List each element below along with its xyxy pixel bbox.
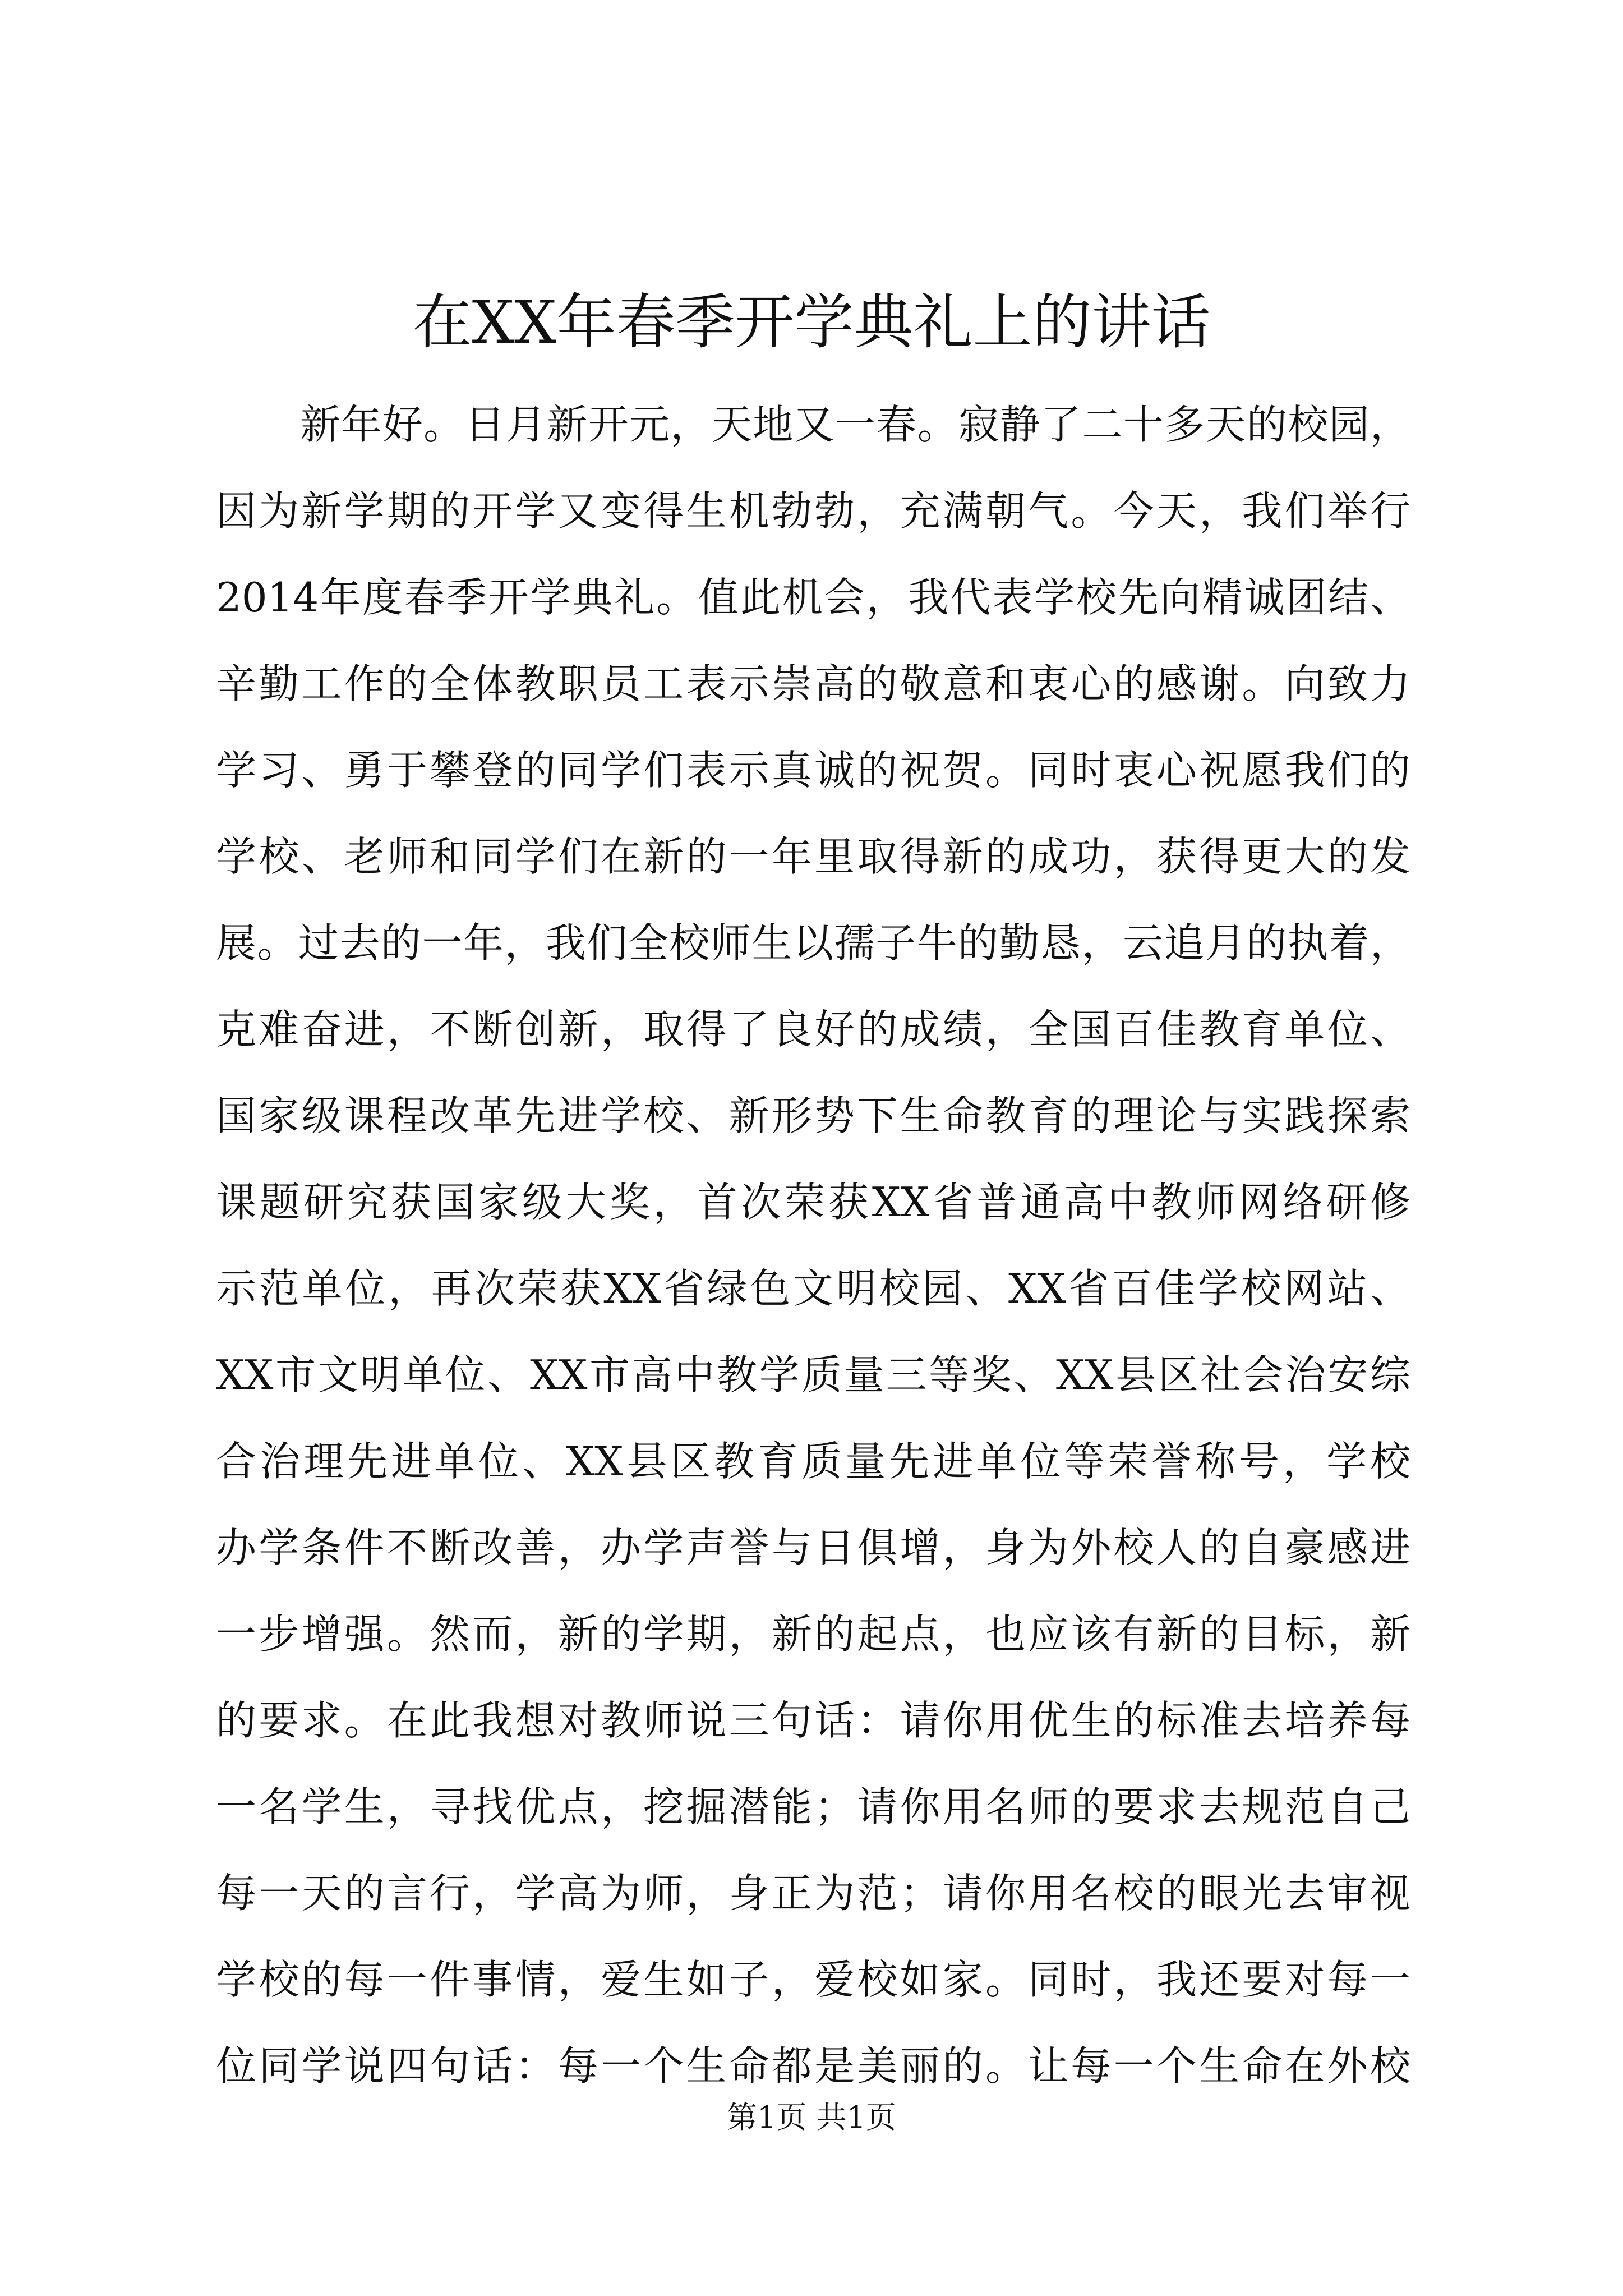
body-line: XX市文明单位、XX市高中教学质量三等奖、XX县区社会治安综 xyxy=(216,1351,1410,1398)
body-line: 学校、老师和同学们在新的一年里取得新的成功，获得更大的发 xyxy=(216,833,1410,880)
body-line: 学习、勇于攀登的同学们表示真诚的祝贺。同时衷心祝愿我们的 xyxy=(216,747,1410,794)
body-line: 每一天的言行，学高为师，身正为范；请你用名校的眼光去审视 xyxy=(216,1870,1410,1917)
body-line: 一名学生，寻找优点，挖掘潜能；请你用名师的要求去规范自己 xyxy=(216,1783,1410,1830)
body-line: 展。过去的一年，我们全校师生以孺子牛的勤恳，云追月的执着， xyxy=(216,919,1410,967)
document-body xyxy=(216,381,1410,2109)
body-line: 辛勤工作的全体教职员工表示崇高的敬意和衷心的感谢。向致力 xyxy=(216,660,1410,707)
page-number-footer: 第1页 共1页 xyxy=(727,2100,896,2135)
body-line: 克难奋进，不断创新，取得了良好的成绩，全国百佳教育单位、 xyxy=(216,1006,1410,1053)
body-line: 因为新学期的开学又变得生机勃勃，充满朝气。今天，我们举行 xyxy=(216,487,1410,535)
body-line: 示范单位，再次荣获XX省绿色文明校园、XX省百佳学校网站、 xyxy=(216,1265,1410,1312)
body-line: 国家级课程改革先进学校、新形势下生命教育的理论与实践探索 xyxy=(216,1092,1410,1139)
body-line: 的要求。在此我想对教师说三句话：请你用优生的标准去培养每 xyxy=(216,1697,1410,1744)
body-line: 位同学说四句话：每一个生命都是美丽的。让每一个生命在外校 xyxy=(216,2042,1410,2090)
body-line: 学校的每一件事情，爱生如子，爱校如家。同时，我还要对每一 xyxy=(216,1956,1410,2003)
document-title: 在XX年春季开学典礼上的讲话 xyxy=(412,288,1211,357)
body-line: 2014年度春季开学典礼。值此机会，我代表学校先向精诚团结、 xyxy=(216,574,1410,621)
body-line: 课题研究获国家级大奖，首次荣获XX省普通高中教师网络研修 xyxy=(216,1179,1410,1226)
body-line: 办学条件不断改善，办学声誉与日俱增，身为外校人的自豪感进 xyxy=(216,1524,1410,1571)
body-line: 一步增强。然而，新的学期，新的起点，也应该有新的目标，新 xyxy=(216,1611,1410,1658)
body-line: 合治理先进单位、XX县区教育质量先进单位等荣誉称号，学校 xyxy=(216,1438,1410,1485)
body-line: 新年好。日月新开元，天地又一春。寂静了二十多天的校园， xyxy=(300,401,1410,448)
